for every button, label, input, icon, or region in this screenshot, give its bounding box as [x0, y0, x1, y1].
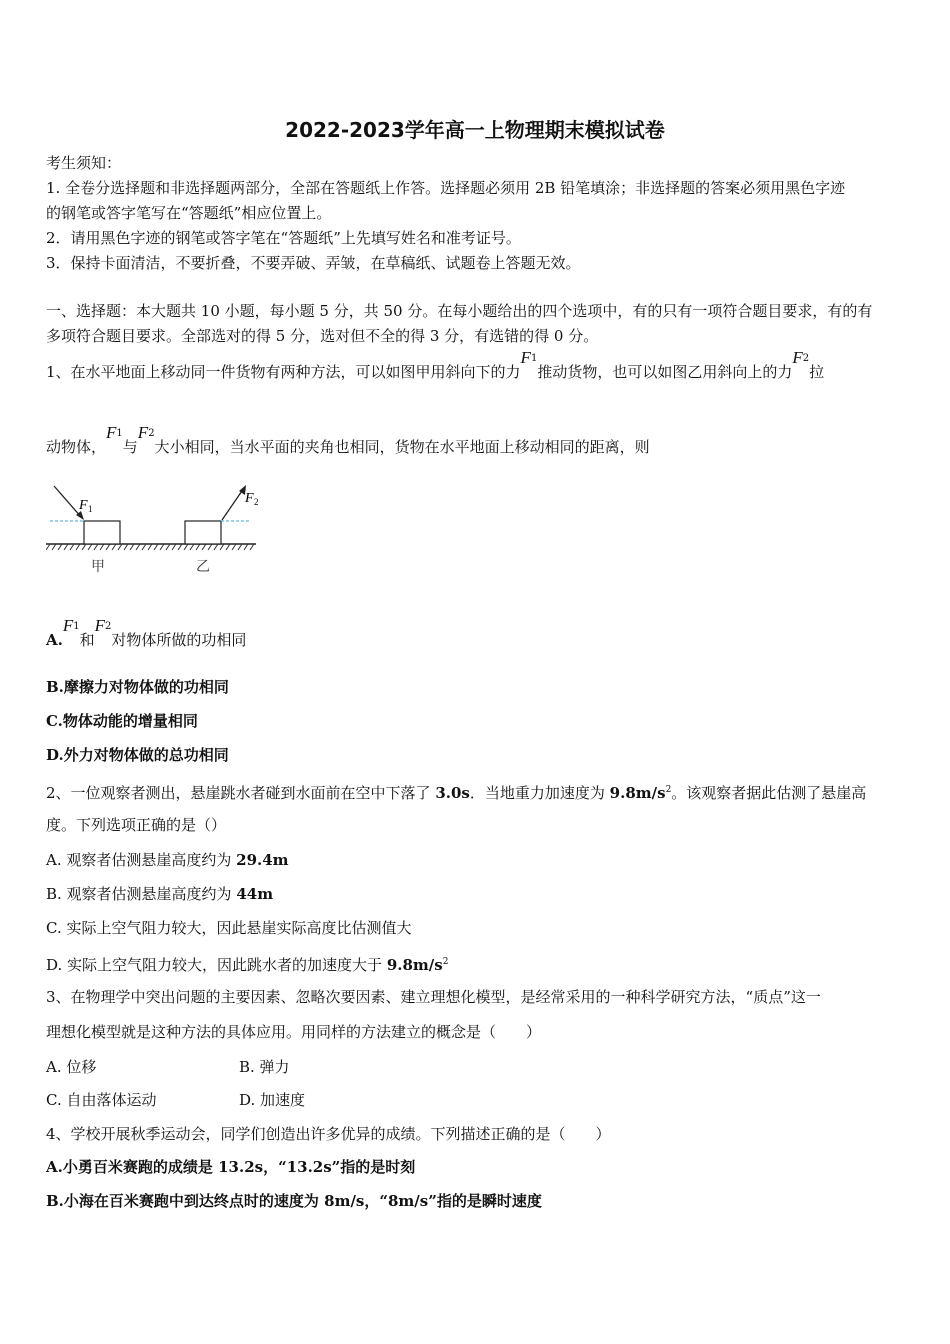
section-instructions: 一、选择题：本大题共 10 小题，每小题 5 分，共 50 分。在每小题给出的四个选项中，有的只有一项符合题目要求，有的有	[46, 302, 873, 320]
q1-option-c: C.物体动能的增量相同	[46, 712, 198, 730]
notice-item: 的钢笔或答字笔写在“答题纸”相应位置上。	[46, 204, 332, 222]
svg-text:F: F	[79, 498, 88, 513]
q2-option-b: B. 观察者估测悬崖高度约为 44m	[46, 885, 274, 903]
q4-option-b: B.小海在百米赛跑中到达终点时的速度为 8m/s，“8m/s”指的是瞬时速度	[46, 1192, 542, 1210]
f1-symbol: F1	[106, 423, 123, 442]
f1-symbol: F1	[62, 616, 80, 635]
block-b	[185, 521, 221, 544]
svg-text:2: 2	[254, 497, 259, 507]
q1-option-d: D.外力对物体做的总功相同	[46, 746, 229, 764]
q2-option-d: D. 实际上空气阻力较大，因此跳水者的加速度大于 $9.8m/s^2$	[46, 956, 449, 974]
question-3-text: 理想化模型就是这种方法的具体应用。用同样的方法建立的概念是（ ）	[46, 1023, 542, 1041]
q1-option-b: B.摩擦力对物体做的功相同	[46, 678, 229, 696]
q1-option-a: A.F1和F2对物体所做的功相同	[46, 616, 247, 649]
q4-option-a: A.小勇百米赛跑的成绩是 13.2s，“13.2s”指的是时刻	[46, 1158, 416, 1176]
notice-item: 2．请用黑色字迹的钢笔或答字笔在“答题纸”上先填写姓名和准考证号。	[46, 229, 521, 247]
arrow-f2	[222, 488, 244, 520]
q2-option-c: C. 实际上空气阻力较大，因此悬崖实际高度比估测值大	[46, 919, 412, 937]
svg-text:甲: 甲	[91, 559, 105, 575]
q2-option-a: A. 观察者估测悬崖高度约为 29.4m	[46, 851, 289, 869]
svg-text:乙: 乙	[196, 559, 210, 575]
q3-option-a: A. 位移	[46, 1058, 97, 1076]
q3-option-c: C. 自由落体运动	[46, 1091, 157, 1109]
svg-text:F: F	[245, 491, 254, 506]
notice-heading: 考生须知：	[46, 154, 122, 172]
question-3-text: 3、在物理学中突出问题的主要因素、忽略次要因素、建立理想化模型，是经常采用的一种科学研究方法，“质点”这一	[46, 988, 821, 1006]
arrow-f1	[54, 486, 82, 518]
question-1-text: 1、在水平地面上移动同一件货物有两种方法，可以如图甲用斜向下的力F1推动货物，也可以如图乙用斜向上的力F2拉	[46, 348, 825, 381]
question-2-text: 2、一位观察者测出，悬崖跳水者碰到水面前在空中下落了 3.0s．当地重力加速度为 $9.8m/s^2$。该观察者据此估测了悬崖高	[46, 784, 867, 802]
f1-symbol: F1	[520, 348, 538, 367]
f2-symbol: F2	[137, 423, 155, 442]
page-title: 2022-2023学年高一上物理期末模拟试卷	[285, 118, 665, 142]
q3-options-row	[46, 1090, 906, 1110]
q3-option-d: D. 加速度	[239, 1091, 306, 1109]
section-instructions: 多项符合题目要求。全部选对的得 5 分，选对但不全的得 3 分，有选错的得 0 分。	[46, 327, 599, 345]
svg-text:1: 1	[88, 504, 93, 514]
q3-options-row	[46, 1057, 906, 1077]
question-1-text: 动物体，F1与F2大小相同，当水平面的夹角也相同，货物在水平地面上移动相同的距离，则	[46, 423, 650, 456]
question-2-text: 度。下列选项正确的是（）	[46, 816, 227, 834]
f2-symbol: F2	[792, 348, 810, 367]
f2-symbol: F2	[94, 616, 112, 635]
notice-item: 3．保持卡面清洁，不要折叠，不要弄破、弄皱，在草稿纸、试题卷上答题无效。	[46, 254, 581, 272]
force-diagram	[46, 478, 276, 578]
question-4-text: 4、学校开展秋季运动会，同学们创造出许多优异的成绩。下列描述正确的是（ ）	[46, 1125, 611, 1143]
block-a	[84, 521, 120, 544]
q3-option-b: B. 弹力	[239, 1058, 290, 1076]
notice-item: 1. 全卷分选择题和非选择题两部分，全部在答题纸上作答。选择题必须用 2B 铅笔填涂；非选择题的答案必须用黑色字迹	[46, 179, 846, 197]
